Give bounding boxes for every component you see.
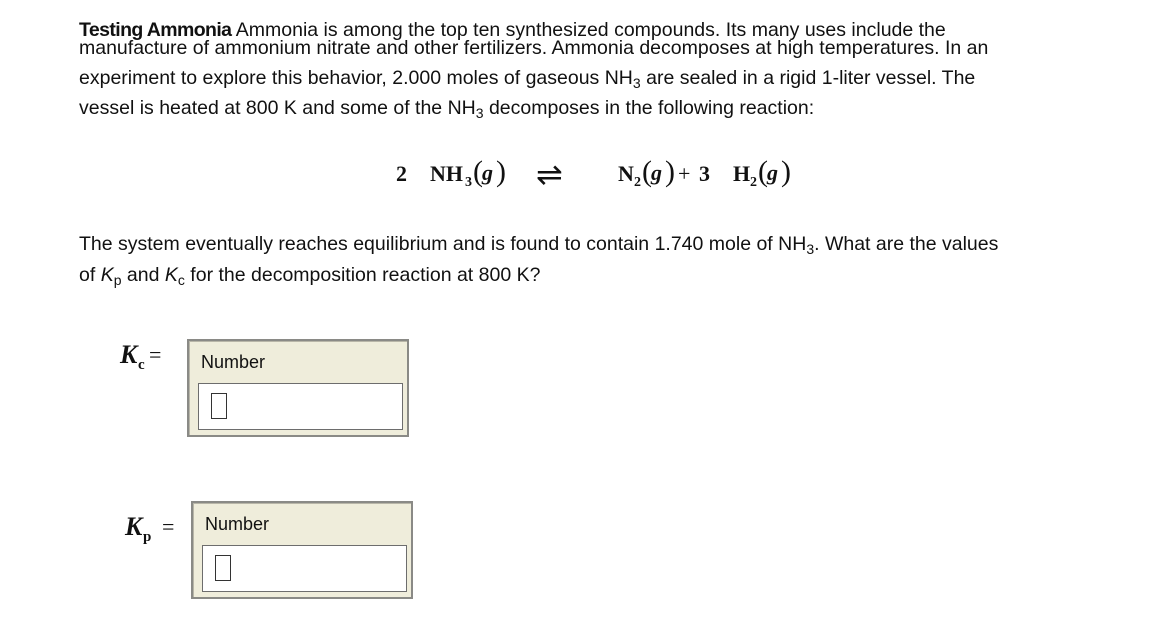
problem-title: Testing Ammonia	[79, 19, 232, 41]
paren-close: )	[665, 155, 675, 188]
intro-text-3a: experiment to explore this behavior, 2.000 moles of gaseous NH	[79, 67, 633, 89]
kc-symbol	[165, 264, 185, 286]
kc-input[interactable]	[198, 383, 403, 430]
kp-letter: K	[100, 264, 114, 286]
product1-state: g	[651, 160, 662, 185]
equilibrium-arrow-icon: ⇌	[536, 156, 563, 192]
product1-formula: N	[618, 161, 634, 186]
paren-open: (	[473, 155, 483, 188]
nh3-subscript: 3	[632, 75, 641, 91]
kc-letter: K	[164, 264, 178, 286]
product2-state: g	[767, 160, 778, 185]
kc-answer-box	[187, 339, 409, 437]
intro-text-4b: decomposes in the following reaction:	[483, 97, 815, 119]
question-and: and	[121, 264, 165, 286]
intro-line-2: manufacture of ammonium nitrate and other fertilizers. Ammonia decomposes at high temperatures. In an	[79, 37, 989, 59]
reactant-subscript: 3	[465, 175, 472, 190]
kp-input[interactable]	[202, 545, 407, 592]
nh3-subscript: 3	[806, 241, 815, 257]
question-text-2a: of	[79, 264, 101, 286]
kp-answer-box	[191, 501, 413, 599]
kc-subscript: c	[177, 272, 185, 288]
kp-symbol	[101, 264, 122, 286]
intro-text-4a: vessel is heated at 800 K and some of the NH	[79, 97, 476, 119]
problem-intro	[79, 19, 1139, 121]
reactant-formula: NH	[430, 161, 463, 186]
kc-label	[120, 340, 162, 373]
question-text	[79, 229, 1159, 291]
kp-label-subscript: p	[143, 529, 152, 545]
product2-coefficient: 3	[699, 161, 710, 186]
nh3-subscript: 3	[475, 105, 484, 121]
question-text-1b: . What are the values	[814, 233, 999, 255]
kc-number-caption: Number	[201, 352, 266, 372]
product2-subscript: 2	[750, 175, 757, 190]
question-line-2	[79, 260, 1159, 291]
paren-open: (	[758, 155, 768, 188]
paren-open: (	[642, 155, 652, 188]
intro-line-4	[79, 97, 1139, 121]
kp-equals: =	[162, 514, 175, 539]
kp-number-caption: Number	[205, 514, 270, 534]
kc-equals: =	[149, 342, 162, 367]
kp-input-cursor	[215, 555, 231, 581]
question-line-1	[79, 229, 1159, 260]
kp-label	[125, 512, 175, 545]
intro-text-1: Ammonia is among the top ten synthesized compounds. Its many uses include the	[235, 19, 946, 41]
kc-input-cursor	[211, 393, 227, 419]
kp-label-letter: K	[125, 512, 143, 541]
kc-label-subscript: c	[138, 357, 145, 373]
paren-close: )	[496, 155, 506, 188]
intro-text-3b: are sealed in a rigid 1-liter vessel. The	[640, 67, 976, 89]
product2-formula: H	[733, 161, 751, 186]
kc-label-letter: K	[120, 340, 138, 369]
reactant-coefficient: 2	[396, 161, 407, 186]
product1-subscript: 2	[634, 175, 641, 190]
question-text-1a: The system eventually reaches equilibrium and is found to contain 1.740 mole of NH	[79, 233, 807, 255]
reactant-state: g	[482, 160, 493, 185]
intro-line-3	[79, 67, 1139, 91]
kp-subscript: p	[113, 272, 122, 288]
question-text-2b: for the decomposition reaction at 800 K?	[184, 264, 541, 286]
paren-close: )	[781, 155, 791, 188]
plus-sign: +	[678, 161, 691, 186]
